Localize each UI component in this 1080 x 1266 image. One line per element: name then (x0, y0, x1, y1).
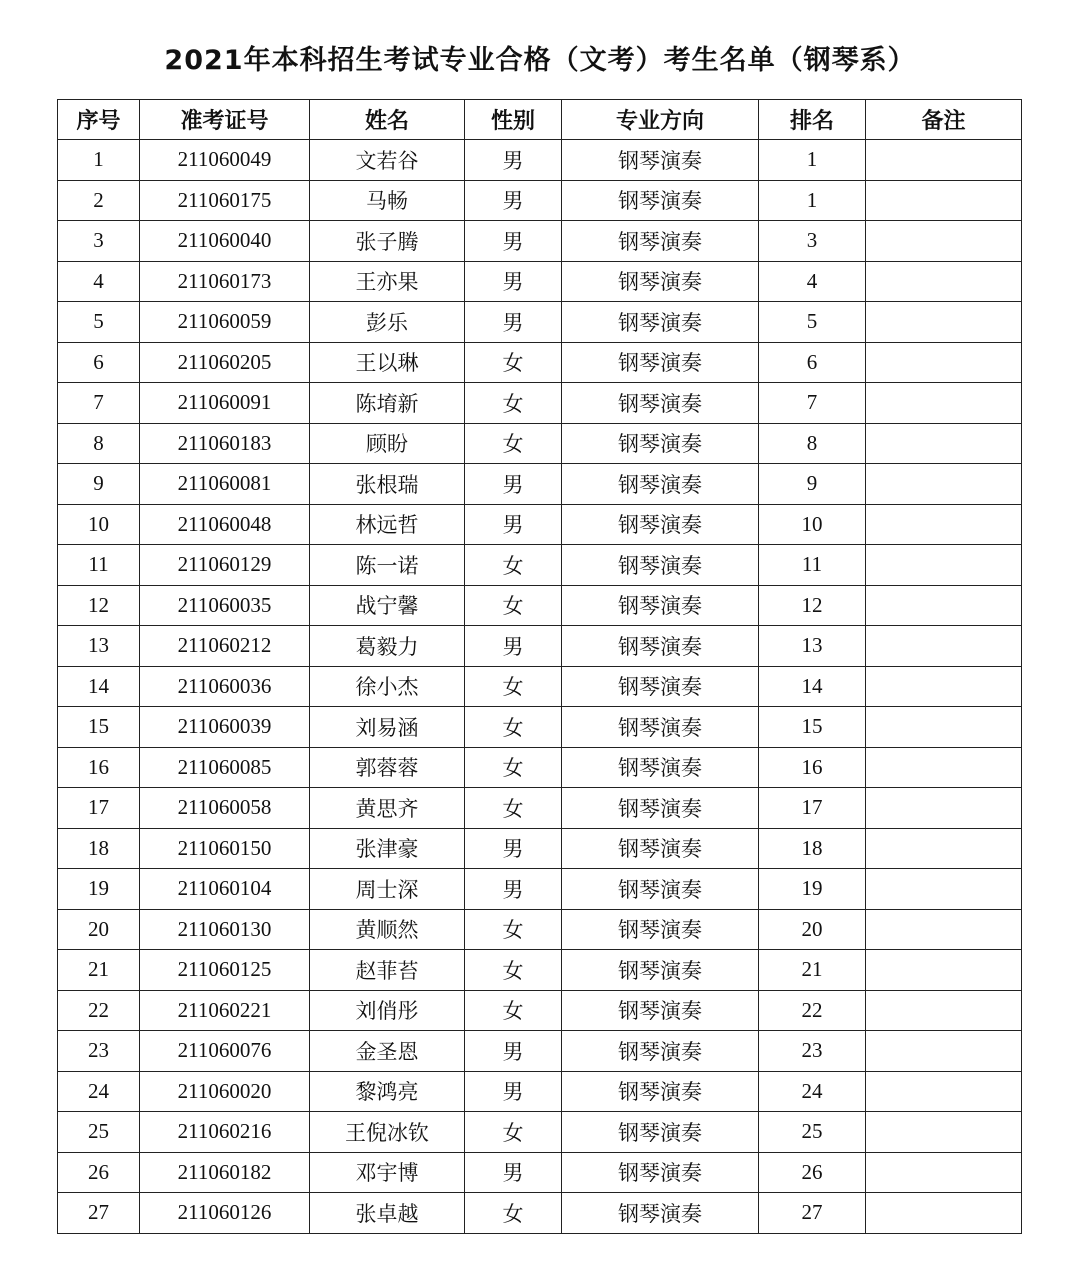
cell-name: 黄思齐 (310, 788, 465, 829)
cell-exam-id: 211060212 (140, 626, 310, 667)
column-header-rank: 排名 (759, 100, 866, 140)
cell-index: 7 (58, 383, 140, 424)
cell-remarks (866, 1031, 1022, 1072)
cell-remarks (866, 261, 1022, 302)
cell-rank: 1 (759, 140, 866, 181)
cell-index: 16 (58, 747, 140, 788)
column-header-index: 序号 (58, 100, 140, 140)
table-row (58, 221, 1022, 262)
table-row (58, 464, 1022, 505)
cell-name: 赵菲苔 (310, 950, 465, 991)
cell-index: 1 (58, 140, 140, 181)
cell-name: 王亦果 (310, 261, 465, 302)
table-row (58, 383, 1022, 424)
cell-major: 钢琴演奏 (562, 1152, 759, 1193)
cell-major: 钢琴演奏 (562, 828, 759, 869)
table-row (58, 747, 1022, 788)
cell-remarks (866, 504, 1022, 545)
table-row (58, 1152, 1022, 1193)
candidate-table (57, 99, 1022, 1234)
cell-index: 26 (58, 1152, 140, 1193)
cell-name: 葛毅力 (310, 626, 465, 667)
cell-gender: 男 (465, 1031, 562, 1072)
table-row (58, 504, 1022, 545)
cell-remarks (866, 828, 1022, 869)
table-row (58, 342, 1022, 383)
table-row (58, 950, 1022, 991)
cell-rank: 26 (759, 1152, 866, 1193)
cell-gender: 女 (465, 990, 562, 1031)
table-row (58, 1193, 1022, 1234)
cell-rank: 19 (759, 869, 866, 910)
cell-exam-id: 211060125 (140, 950, 310, 991)
cell-name: 黄顺然 (310, 909, 465, 950)
cell-index: 8 (58, 423, 140, 464)
cell-rank: 16 (759, 747, 866, 788)
table-row (58, 140, 1022, 181)
table-row (58, 788, 1022, 829)
cell-gender: 男 (465, 504, 562, 545)
cell-exam-id: 211060182 (140, 1152, 310, 1193)
cell-index: 9 (58, 464, 140, 505)
cell-name: 黎鸿亮 (310, 1071, 465, 1112)
cell-name: 郭蓉蓉 (310, 747, 465, 788)
cell-major: 钢琴演奏 (562, 1193, 759, 1234)
cell-major: 钢琴演奏 (562, 626, 759, 667)
cell-name: 彭乐 (310, 302, 465, 343)
column-header-exam-id: 准考证号 (140, 100, 310, 140)
cell-name: 王以琳 (310, 342, 465, 383)
cell-remarks (866, 464, 1022, 505)
cell-remarks (866, 626, 1022, 667)
cell-major: 钢琴演奏 (562, 140, 759, 181)
cell-major: 钢琴演奏 (562, 342, 759, 383)
cell-major: 钢琴演奏 (562, 747, 759, 788)
cell-remarks (866, 869, 1022, 910)
cell-exam-id: 211060173 (140, 261, 310, 302)
table-row (58, 909, 1022, 950)
cell-gender: 女 (465, 747, 562, 788)
cell-gender: 女 (465, 1193, 562, 1234)
cell-index: 13 (58, 626, 140, 667)
cell-index: 5 (58, 302, 140, 343)
table-row (58, 990, 1022, 1031)
cell-name: 战宁馨 (310, 585, 465, 626)
cell-index: 3 (58, 221, 140, 262)
cell-major: 钢琴演奏 (562, 909, 759, 950)
cell-rank: 14 (759, 666, 866, 707)
cell-rank: 4 (759, 261, 866, 302)
cell-gender: 女 (465, 383, 562, 424)
cell-index: 23 (58, 1031, 140, 1072)
cell-gender: 男 (465, 626, 562, 667)
cell-exam-id: 211060059 (140, 302, 310, 343)
cell-gender: 女 (465, 788, 562, 829)
cell-index: 21 (58, 950, 140, 991)
table-header-row (58, 100, 1022, 140)
table-row (58, 545, 1022, 586)
cell-name: 王倪冰钦 (310, 1112, 465, 1153)
cell-gender: 女 (465, 342, 562, 383)
cell-exam-id: 211060091 (140, 383, 310, 424)
table-row (58, 828, 1022, 869)
column-header-gender: 性别 (465, 100, 562, 140)
page-title: 2021年本科招生考试专业合格（文考）考生名单（钢琴系） (164, 45, 916, 76)
cell-rank: 5 (759, 302, 866, 343)
cell-gender: 女 (465, 666, 562, 707)
table-row (58, 585, 1022, 626)
cell-exam-id: 211060183 (140, 423, 310, 464)
cell-index: 15 (58, 707, 140, 748)
cell-major: 钢琴演奏 (562, 990, 759, 1031)
cell-exam-id: 211060104 (140, 869, 310, 910)
cell-remarks (866, 909, 1022, 950)
cell-index: 24 (58, 1071, 140, 1112)
cell-index: 10 (58, 504, 140, 545)
column-header-remarks: 备注 (866, 100, 1022, 140)
cell-name: 文若谷 (310, 140, 465, 181)
cell-index: 12 (58, 585, 140, 626)
cell-gender: 男 (465, 221, 562, 262)
table-row (58, 1031, 1022, 1072)
cell-gender: 男 (465, 1071, 562, 1112)
cell-major: 钢琴演奏 (562, 423, 759, 464)
cell-rank: 25 (759, 1112, 866, 1153)
table-row (58, 302, 1022, 343)
cell-name: 徐小杰 (310, 666, 465, 707)
cell-major: 钢琴演奏 (562, 585, 759, 626)
cell-gender: 女 (465, 545, 562, 586)
cell-rank: 8 (759, 423, 866, 464)
cell-exam-id: 211060076 (140, 1031, 310, 1072)
cell-major: 钢琴演奏 (562, 464, 759, 505)
cell-index: 17 (58, 788, 140, 829)
cell-name: 周士深 (310, 869, 465, 910)
cell-gender: 男 (465, 869, 562, 910)
cell-major: 钢琴演奏 (562, 1071, 759, 1112)
cell-rank: 13 (759, 626, 866, 667)
cell-rank: 18 (759, 828, 866, 869)
cell-remarks (866, 423, 1022, 464)
cell-major: 钢琴演奏 (562, 302, 759, 343)
cell-remarks (866, 140, 1022, 181)
cell-remarks (866, 1152, 1022, 1193)
cell-exam-id: 211060048 (140, 504, 310, 545)
cell-index: 27 (58, 1193, 140, 1234)
table-row (58, 626, 1022, 667)
cell-rank: 7 (759, 383, 866, 424)
cell-index: 14 (58, 666, 140, 707)
cell-gender: 女 (465, 707, 562, 748)
cell-major: 钢琴演奏 (562, 1112, 759, 1153)
cell-major: 钢琴演奏 (562, 950, 759, 991)
cell-major: 钢琴演奏 (562, 504, 759, 545)
cell-remarks (866, 1193, 1022, 1234)
cell-major: 钢琴演奏 (562, 545, 759, 586)
cell-gender: 女 (465, 423, 562, 464)
cell-gender: 女 (465, 909, 562, 950)
cell-name: 刘俏彤 (310, 990, 465, 1031)
cell-rank: 17 (759, 788, 866, 829)
cell-name: 金圣恩 (310, 1031, 465, 1072)
table-row (58, 180, 1022, 221)
cell-exam-id: 211060020 (140, 1071, 310, 1112)
cell-name: 邓宇博 (310, 1152, 465, 1193)
cell-remarks (866, 383, 1022, 424)
cell-gender: 男 (465, 261, 562, 302)
cell-rank: 11 (759, 545, 866, 586)
cell-exam-id: 211060058 (140, 788, 310, 829)
cell-rank: 10 (759, 504, 866, 545)
cell-name: 张子腾 (310, 221, 465, 262)
cell-name: 刘易涵 (310, 707, 465, 748)
cell-exam-id: 211060205 (140, 342, 310, 383)
table-row (58, 707, 1022, 748)
cell-major: 钢琴演奏 (562, 180, 759, 221)
table-row (58, 869, 1022, 910)
cell-gender: 女 (465, 585, 562, 626)
cell-gender: 男 (465, 1152, 562, 1193)
table-row (58, 423, 1022, 464)
column-header-major: 专业方向 (562, 100, 759, 140)
cell-major: 钢琴演奏 (562, 261, 759, 302)
cell-exam-id: 211060049 (140, 140, 310, 181)
cell-remarks (866, 302, 1022, 343)
cell-index: 11 (58, 545, 140, 586)
cell-name: 张卓越 (310, 1193, 465, 1234)
cell-gender: 女 (465, 1112, 562, 1153)
cell-remarks (866, 788, 1022, 829)
cell-exam-id: 211060130 (140, 909, 310, 950)
cell-major: 钢琴演奏 (562, 788, 759, 829)
cell-remarks (866, 342, 1022, 383)
cell-gender: 男 (465, 464, 562, 505)
cell-major: 钢琴演奏 (562, 707, 759, 748)
cell-major: 钢琴演奏 (562, 383, 759, 424)
cell-name: 陈一诺 (310, 545, 465, 586)
cell-exam-id: 211060221 (140, 990, 310, 1031)
cell-rank: 15 (759, 707, 866, 748)
cell-remarks (866, 221, 1022, 262)
cell-name: 陈堉新 (310, 383, 465, 424)
cell-rank: 23 (759, 1031, 866, 1072)
cell-exam-id: 211060150 (140, 828, 310, 869)
cell-index: 4 (58, 261, 140, 302)
cell-remarks (866, 1112, 1022, 1153)
cell-exam-id: 211060039 (140, 707, 310, 748)
column-header-name: 姓名 (310, 100, 465, 140)
cell-exam-id: 211060040 (140, 221, 310, 262)
cell-gender: 男 (465, 302, 562, 343)
cell-exam-id: 211060175 (140, 180, 310, 221)
cell-index: 19 (58, 869, 140, 910)
table-body (58, 140, 1022, 1234)
cell-rank: 21 (759, 950, 866, 991)
cell-index: 25 (58, 1112, 140, 1153)
cell-index: 6 (58, 342, 140, 383)
table-row (58, 666, 1022, 707)
cell-exam-id: 211060036 (140, 666, 310, 707)
cell-name: 张津豪 (310, 828, 465, 869)
cell-rank: 9 (759, 464, 866, 505)
table-row (58, 261, 1022, 302)
cell-exam-id: 211060035 (140, 585, 310, 626)
table-row (58, 1071, 1022, 1112)
cell-rank: 3 (759, 221, 866, 262)
cell-exam-id: 211060129 (140, 545, 310, 586)
cell-name: 林远哲 (310, 504, 465, 545)
cell-rank: 22 (759, 990, 866, 1031)
cell-name: 顾盼 (310, 423, 465, 464)
cell-name: 马畅 (310, 180, 465, 221)
cell-remarks (866, 585, 1022, 626)
cell-remarks (866, 950, 1022, 991)
cell-index: 22 (58, 990, 140, 1031)
cell-exam-id: 211060216 (140, 1112, 310, 1153)
cell-remarks (866, 990, 1022, 1031)
cell-gender: 男 (465, 180, 562, 221)
cell-remarks (866, 1071, 1022, 1112)
table-row (58, 1112, 1022, 1153)
cell-remarks (866, 707, 1022, 748)
cell-remarks (866, 666, 1022, 707)
cell-remarks (866, 747, 1022, 788)
cell-name: 张根瑞 (310, 464, 465, 505)
cell-major: 钢琴演奏 (562, 869, 759, 910)
cell-remarks (866, 180, 1022, 221)
cell-rank: 24 (759, 1071, 866, 1112)
cell-rank: 27 (759, 1193, 866, 1234)
cell-exam-id: 211060085 (140, 747, 310, 788)
cell-gender: 女 (465, 950, 562, 991)
cell-exam-id: 211060126 (140, 1193, 310, 1234)
cell-rank: 6 (759, 342, 866, 383)
cell-rank: 1 (759, 180, 866, 221)
cell-rank: 20 (759, 909, 866, 950)
cell-index: 2 (58, 180, 140, 221)
cell-major: 钢琴演奏 (562, 1031, 759, 1072)
cell-major: 钢琴演奏 (562, 666, 759, 707)
cell-rank: 12 (759, 585, 866, 626)
cell-index: 20 (58, 909, 140, 950)
cell-gender: 男 (465, 140, 562, 181)
cell-index: 18 (58, 828, 140, 869)
cell-gender: 男 (465, 828, 562, 869)
cell-major: 钢琴演奏 (562, 221, 759, 262)
cell-exam-id: 211060081 (140, 464, 310, 505)
cell-remarks (866, 545, 1022, 586)
